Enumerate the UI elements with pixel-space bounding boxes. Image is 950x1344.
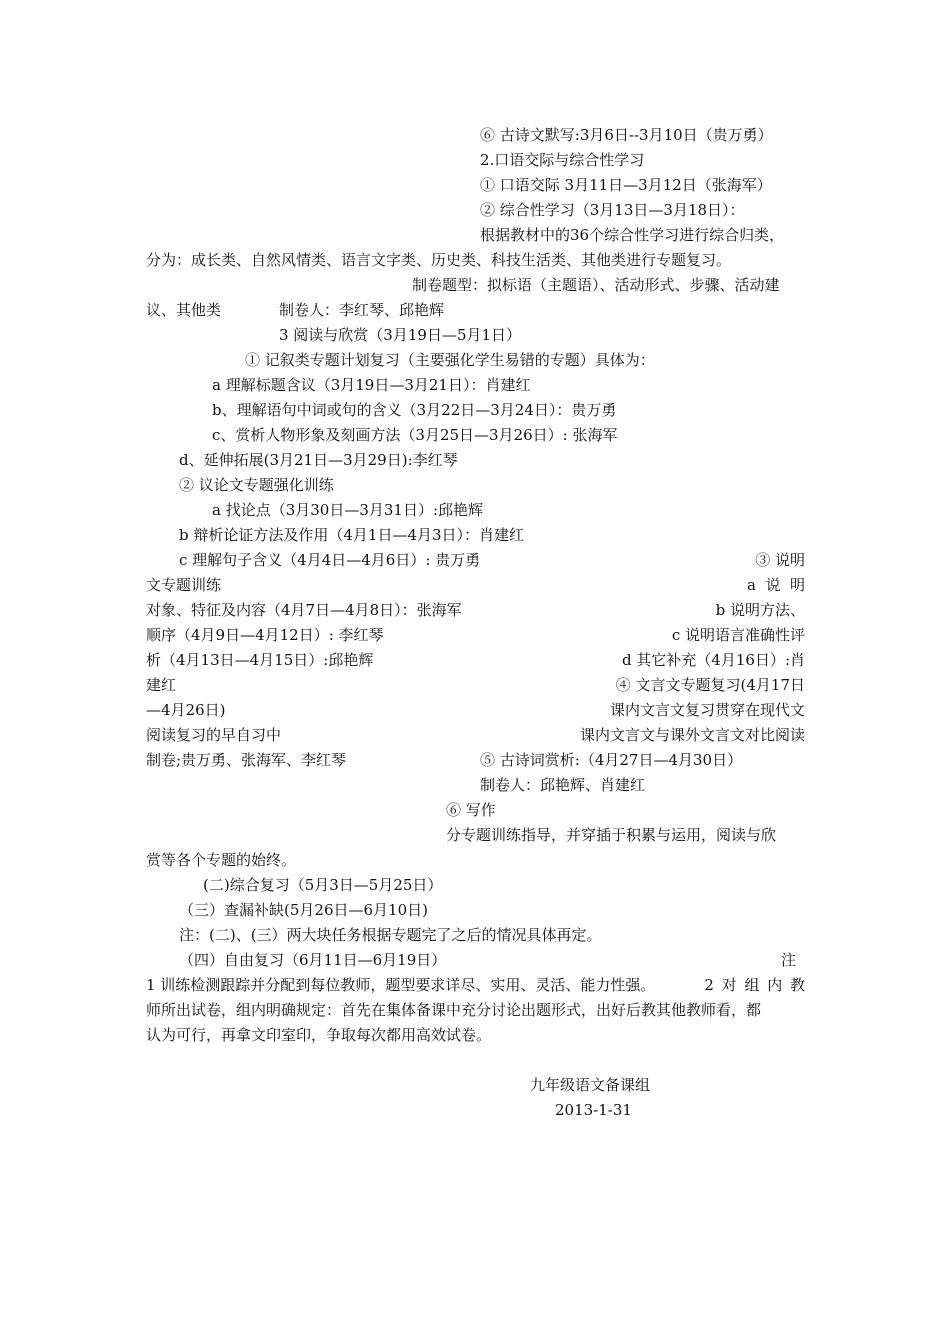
text-line: 课内文言文与课外文言文对比阅读 bbox=[579, 726, 805, 744]
text-line: ② 综合性学习（3月13日—3月18日）： bbox=[480, 201, 745, 219]
text-line: 2 对 组 内 教 bbox=[704, 976, 805, 994]
text-line: ⑥ 写作 bbox=[446, 801, 496, 819]
text-line: b、理解语句中词或句的含义（3月22日—3月24日）：贵万勇 bbox=[212, 401, 617, 419]
signature-group: 九年级语文备课组 bbox=[530, 1076, 651, 1094]
text-fragment: a bbox=[747, 576, 756, 594]
text-line: a 理解标题含议（3月19日—3月21日）：肖建红 bbox=[212, 376, 531, 394]
text-line: 注 bbox=[780, 951, 796, 969]
text-line: 议、其他类 bbox=[146, 301, 222, 319]
text-line: 对象、特征及内容（4月7日—4月8日）：张海军 bbox=[146, 601, 462, 619]
section-heading: (二)综合复习（5月3日—5月25日） bbox=[203, 876, 443, 894]
text-line: 制卷题型：拟标语（主题语）、活动形式、步骤、活动建 bbox=[412, 276, 780, 294]
text-line: 制卷;贵万勇、张海军、李红琴 bbox=[146, 751, 347, 769]
text-line: ④ 文言文专题复习(4月17日 bbox=[615, 676, 805, 694]
section-heading: 2.口语交际与综合性学习 bbox=[480, 151, 645, 169]
text-line: d、延伸拓展(3月21日—3月29日):李红琴 bbox=[179, 451, 458, 469]
text-line: 文专题训练 bbox=[146, 576, 222, 594]
text-line: ① 口语交际 3月11日—3月12日（张海军） bbox=[480, 176, 772, 194]
text-line: 师所出试卷，组内明确规定：首先在集体备课中充分讨论出题形式，出好后教其他教师看，都 bbox=[146, 1001, 762, 1019]
text-line: c 说明语言准确性评 bbox=[671, 626, 805, 644]
text-line: 制卷人：李红琴、邱艳辉 bbox=[279, 301, 445, 319]
text-line: ⑥ 古诗文默写:3月6日--3月10日（贵万勇） bbox=[480, 126, 773, 144]
text-line: 顺序（4月9日—4月12日）: 李红琴 bbox=[146, 626, 384, 644]
text-line: b 辩析论证方法及作用（4月1日—4月3日）：肖建红 bbox=[179, 526, 525, 544]
section-heading: 3 阅读与欣赏（3月19日—5月1日） bbox=[279, 326, 522, 344]
text-line: 课内文言文复习贯穿在现代文 bbox=[609, 701, 805, 719]
text-line: 根据教材中的36个综合性学习进行综合归类， bbox=[480, 226, 785, 244]
section-heading: （四）自由复习（6月11日—6月19日） bbox=[179, 951, 447, 969]
text-line: c 理解句子含义（4月4日—4月6日）: 贵万勇 bbox=[179, 551, 481, 569]
note-line: 注：(二)、(三）两大块任务根据专题完了之后的情况具体再定。 bbox=[179, 926, 602, 944]
text-line: 阅读复习的早自习中 bbox=[146, 726, 282, 744]
text-line: —4月26日) bbox=[146, 701, 226, 719]
text-line: b 说明方法、 bbox=[715, 601, 805, 619]
text-line: 析（4月13日—4月15日）:邱艳辉 bbox=[146, 651, 374, 669]
text-line: 分为：成长类、自然风情类、语言文字类、历史类、科技生活类、其他类进行专题复习。 bbox=[146, 251, 732, 269]
text-line: a 找论点（3月30日—3月31日）:邱艳辉 bbox=[212, 501, 484, 519]
text-line: 分专题训练指导，并穿插于积累与运用，阅读与欣 bbox=[446, 826, 777, 844]
text-line: ③ 说明 bbox=[755, 551, 805, 569]
text-fragment: 明 bbox=[789, 576, 805, 594]
text-line: c、赏析人物形象及刻画方法（3月25日—3月26日）: 张海军 bbox=[212, 426, 618, 444]
text-line: 制卷人：邱艳辉、肖建红 bbox=[480, 776, 646, 794]
text-line: 建红 bbox=[146, 676, 177, 694]
text-line: ① 记叙类专题计划复习（主要强化学生易错的专题）具体为： bbox=[245, 351, 655, 369]
text-line: ② 议论文专题强化训练 bbox=[179, 476, 334, 494]
signature-date: 2013-1-31 bbox=[555, 1101, 632, 1119]
text-line: 认为可行，再拿文印室印，争取每次都用高效试卷。 bbox=[146, 1026, 492, 1044]
text-line: d 其它补充（4月16日）:肖 bbox=[621, 651, 805, 669]
section-heading: （三）查漏补缺(5月26日—6月10日) bbox=[179, 901, 428, 919]
text-line: 赏等各个专题的始终。 bbox=[146, 851, 297, 869]
text-line bbox=[747, 573, 805, 598]
text-line: ⑤ 古诗词赏析:（4月27日—4月30日） bbox=[480, 751, 743, 769]
text-line: 1 训练检测跟踪并分配到每位教师，题型要求详尽、实用、灵活、能力性强。 bbox=[146, 976, 656, 994]
text-fragment: 说 bbox=[765, 576, 781, 594]
